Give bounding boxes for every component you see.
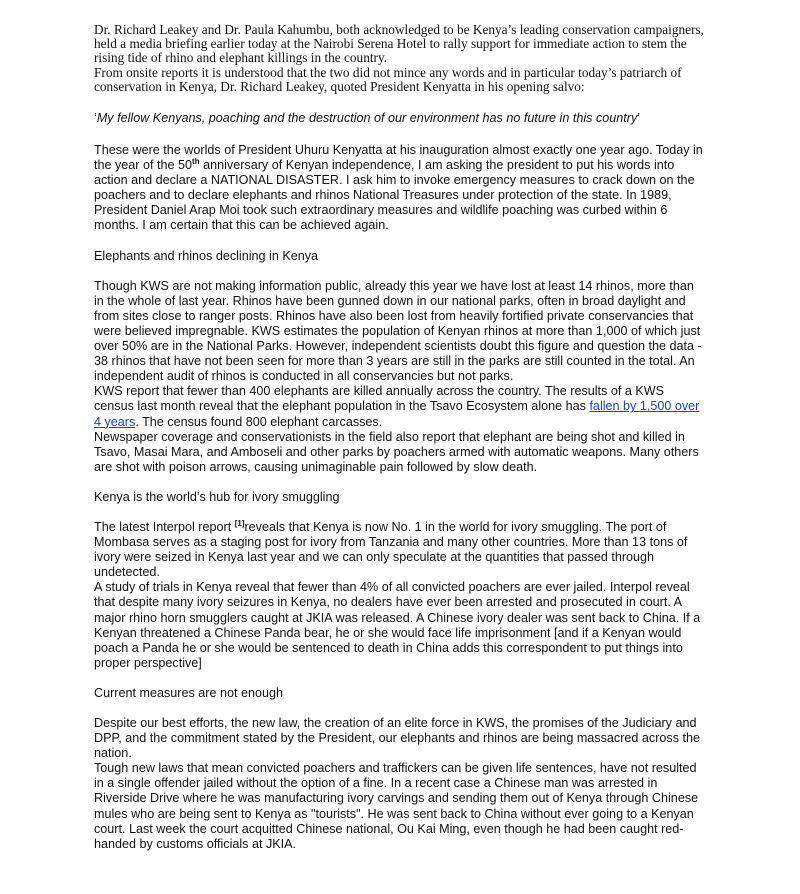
- disaster-paragraph: [94, 143, 704, 234]
- disaster-text-a: These were the worlds of President Uhuru Kenyatta at his inauguration almost exactly one year ago. Today in the year of the 50: [94, 143, 703, 173]
- body-block: [94, 143, 704, 852]
- quote-text: My fellow Kenyans, poaching and the destruction of our environment has no future in this country: [96, 111, 638, 125]
- interpol-text-a: The latest Interpol report: [94, 519, 235, 534]
- efforts-paragraph: Despite our best efforts, the new law, the creation of an elite force in KWS, the promises of the Judiciary and DPP, and the commitment stated by the President, our elephants and rhinos are being massacred across the nation.: [94, 716, 701, 761]
- elephant-census-paragraph: [94, 384, 704, 429]
- leakey-quote: [94, 111, 704, 126]
- laws-paragraph: Tough new laws that mean convicted poachers and traffickers can be given life sentences, have not resulted in a single offender jailed without the option of a fine. In a recent case a Chinese man was arrested in Riverside Drive where he was manufacturing ivory carvings and sending them out of Kenya through Chinese mules who are being sent to Kenya as "tourists". He was sent back to China without ever going to a Kenyan court. Last week the court acquitted Chinese national, Ou Kai Ming, even though he had been caught red-handed by customs officials at JKIA.: [94, 761, 699, 851]
- spacer: [94, 701, 704, 716]
- census-text-b: . The census found 800 elephant carcasses.: [135, 414, 383, 429]
- spacer: [94, 475, 704, 490]
- ordinal-suffix: th: [192, 156, 200, 166]
- interpol-text-b: reveals that Kenya is now No. 1 in the world for ivory smuggling. The port of Mombasa serves as a staging post for ivory from Tanzania and many other countries. More than 13 tons of ivory were seized in Kenya last year and we can only speculate at the quantities that passed through undetected.: [94, 519, 688, 580]
- spacer: [94, 264, 704, 279]
- trials-study-paragraph: A study of trials in Kenya reveal that fewer than 4% of all convicted poachers are ever jailed. Interpol reveal that despite many ivory seizures in Kenya, no dealers have ever been arrested and prosecuted in court. A major rhino horn smugglers caught at JKIA was released. A Chinese ivory dealer was sent back to China. If a Kenyan threatened a Chinese Panda bear, he or she would face life imprisonment [and if a Kenyan would poach a Panda he or she would be sentenced to death in China adds this correspondent to put things into proper perspective]: [94, 580, 701, 670]
- disaster-text-b: anniversary of Kenyan independence, I am asking the president to put his words into action and declare a NATIONAL DISASTER. I ask him to invoke emergency measures to crack down on the poachers and to declare elephants and rhinos National Treasures under protection of the state. In 1989, President Daniel Arap Moi took such extraordinary measures and wildlife poaching was curbed within 6 months. I am certain that this can be achieved again.: [94, 158, 695, 233]
- intro-block: [94, 23, 704, 94]
- section-heading-ivory-hub: Kenya is the world’s hub for ivory smuggling: [94, 489, 340, 504]
- spacer: [94, 234, 704, 249]
- section-heading-measures: Current measures are not enough: [94, 685, 284, 700]
- field-reports-paragraph: Newspaper coverage and conservationists in the field also report that elephant are being shot and killed in Tsavo, Masai Mara, and Amboseli and other parks by poachers armed with automatic weapons. Many others are shot with poison arrows, causing unimaginable pain followed by slow death.: [94, 429, 699, 474]
- intro-paragraph-1: Dr. Richard Leakey and Dr. Paula Kahumbu, both acknowledged to be Kenya’s leading conservation campaigners, held a media briefing earlier today at the Nairobi Serena Hotel to rally support for immediate action to stem the rising tide of rhino and elephant killings in the country.: [94, 22, 704, 66]
- tsavo-decline-link[interactable]: fallen by 1,500 over 4 years: [94, 399, 700, 429]
- interpol-paragraph: [94, 520, 704, 580]
- quote-close-mark: ’: [637, 111, 641, 125]
- quote-block: [94, 111, 704, 126]
- footnote-ref[interactable]: [1]: [234, 518, 245, 528]
- census-text-a: KWS report that fewer than 400 elephants are killed annually across the country. The results of a KWS census last month reveal that the elephant population in the Tsavo Ecosystem alone has: [94, 384, 665, 414]
- intro-paragraph-2: From onsite reports it is understood that the two did not mince any words and in particular today’s patriarch of conservation in Kenya, Dr. Richard Leakey, quoted President Kenyatta in his opening salvo:: [94, 64, 682, 94]
- rhino-losses-paragraph: Though KWS are not making information public, already this year we have lost at least 14 rhinos, more than in the whole of last year. Rhinos have been gunned down in our national parks, often in broad daylight and from sites close to ranger posts. Rhinos have also been lost from heavily fortified private conservancies that were believed impregnable. KWS estimates the population of Kenyan rhinos at more than 1,000 of which just over 50% are in the National Parks. However, independent scientists doubt this figure and question the data - 38 rhinos that have not been seen for more than 3 years are still in the parks are still counted in the total. An independent audit of rhinos is conducted in all conservancies but not parks.: [94, 278, 702, 384]
- spacer: [94, 671, 704, 686]
- section-heading-elephants-rhinos: Elephants and rhinos declining in Kenya: [94, 248, 319, 263]
- spacer: [94, 505, 704, 520]
- quote-open-mark: ‘: [94, 111, 97, 125]
